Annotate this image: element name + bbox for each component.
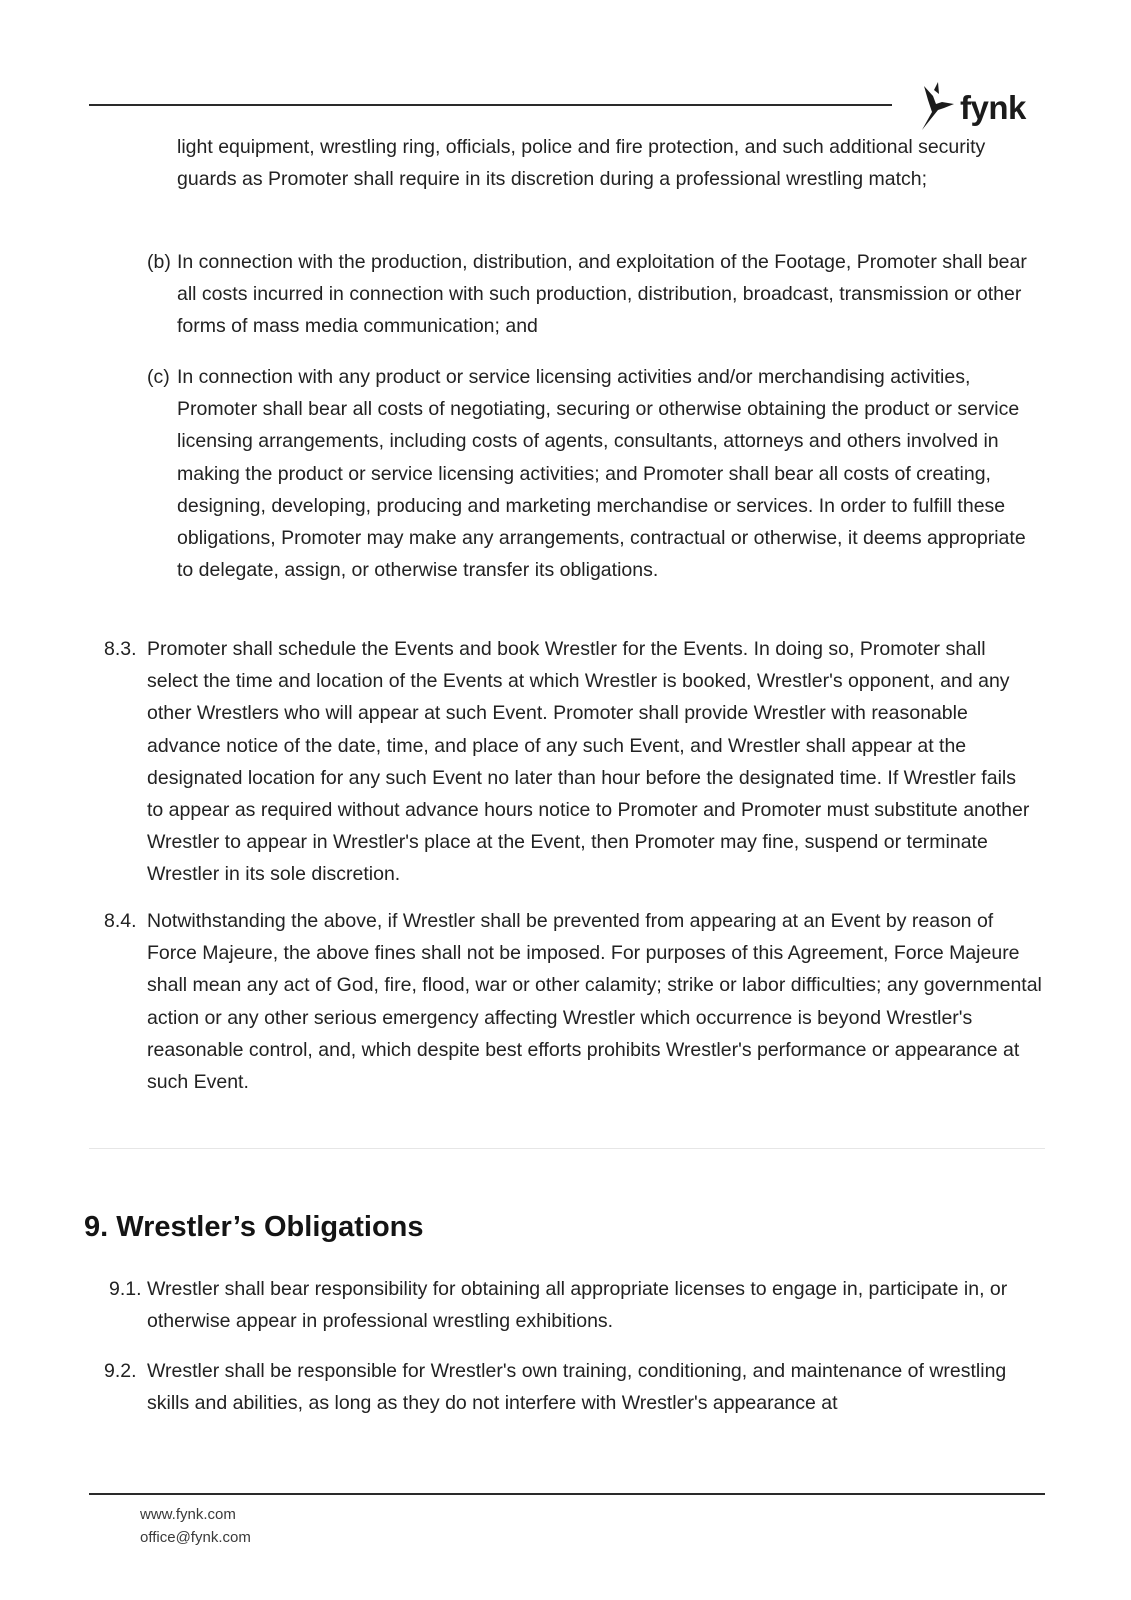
header-rule (89, 104, 892, 106)
clause-text: Notwithstanding the above, if Wrestler shall be prevented from appearing at an Event by reason of Force Majeure, the above fines shall not be imposed. For purposes of this Agreement, Force Majeure shall mean any act of God, fire, flood, war or other calamity; strike or labor difficulties; any governmental action or any other serious emergency affecting Wrestler which occurrence is beyond Wrestler's reasonable control, and, which despite best efforts prohibits Wrestler's performance or appearance at such Event. (147, 910, 1042, 1094)
footer-email-link[interactable]: office@fynk.com (140, 1529, 251, 1546)
clause-8-4 (104, 905, 1044, 1098)
clause-9-1 (109, 1273, 1009, 1337)
clause-text: Wrestler shall be responsible for Wrestler's own training, conditioning, and maintenance of wrestling skills and abilities, as long as they do not interfere with Wrestler's appearance at (147, 1360, 1007, 1415)
fynk-bird-icon (918, 82, 956, 132)
clause-label: 8.3. (104, 638, 137, 660)
clause-8-3 (104, 633, 1034, 891)
clause-label: 9.2. (104, 1360, 137, 1382)
clause-label: 8.4. (104, 910, 137, 932)
clause-b (147, 246, 1027, 343)
section-heading: 9. Wrestler’s Obligations (84, 1211, 424, 1243)
footer-website-link[interactable]: www.fynk.com (140, 1506, 236, 1523)
clause-label: (c) (147, 366, 170, 388)
clause-label: 9.1. (109, 1278, 142, 1300)
logo-wordmark: fynk (960, 88, 1026, 126)
footer (140, 1503, 251, 1549)
clause-c (147, 361, 1037, 586)
footer-rule (89, 1493, 1045, 1495)
clause-label: (b) (147, 251, 171, 273)
clause-9-2 (104, 1355, 1024, 1419)
clause-a-continued (177, 131, 1027, 195)
clause-text: light equipment, wrestling ring, officials, police and fire protection, and such additional security guards as Promoter shall require in its discretion during a professional wrestling match; (177, 136, 986, 191)
fynk-logo (918, 80, 1026, 134)
clause-text: In connection with the production, distribution, and exploitation of the Footage, Promoter shall bear all costs incurred in connection with such production, distribution, broadcast, transmission or other forms of mass media communication; and (177, 251, 1027, 338)
clause-text: In connection with any product or service licensing activities and/or merchandising activities, Promoter shall bear all costs of negotiating, securing or otherwise obtaining the product or service licensing arrangements, including costs of agents, consultants, attorneys and others involved in making the product or service licensing activities; and Promoter shall bear all costs of creating, designing, developing, producing and marketing merchandise or services. In order to fulfill these obligations, Promoter may make any arrangements, contractual or otherwise, it deems appropriate to delegate, assign, or otherwise transfer its obligations. (177, 366, 1026, 582)
clause-text: Promoter shall schedule the Events and book Wrestler for the Events. In doing so, Promoter shall select the time and location of the Events at which Wrestler is booked, Wrestler's opponent, and any other Wrestlers who will appear at such Event. Promoter shall provide Wrestler with reasonable advance notice of the date, time, and place of any such Event, and Wrestler shall appear at the designated location for any such Event no later than hour before the designated time. If Wrestler fails to appear as required without advance hours notice to Promoter and Promoter must substitute another Wrestler to appear in Wrestler's place at the Event, then Promoter may fine, suspend or terminate Wrestler in its sole discretion. (147, 638, 1030, 886)
clause-text: Wrestler shall bear responsibility for obtaining all appropriate licenses to engage in, participate in, or otherwise appear in professional wrestling exhibitions. (147, 1278, 1008, 1333)
section-divider (89, 1148, 1045, 1149)
